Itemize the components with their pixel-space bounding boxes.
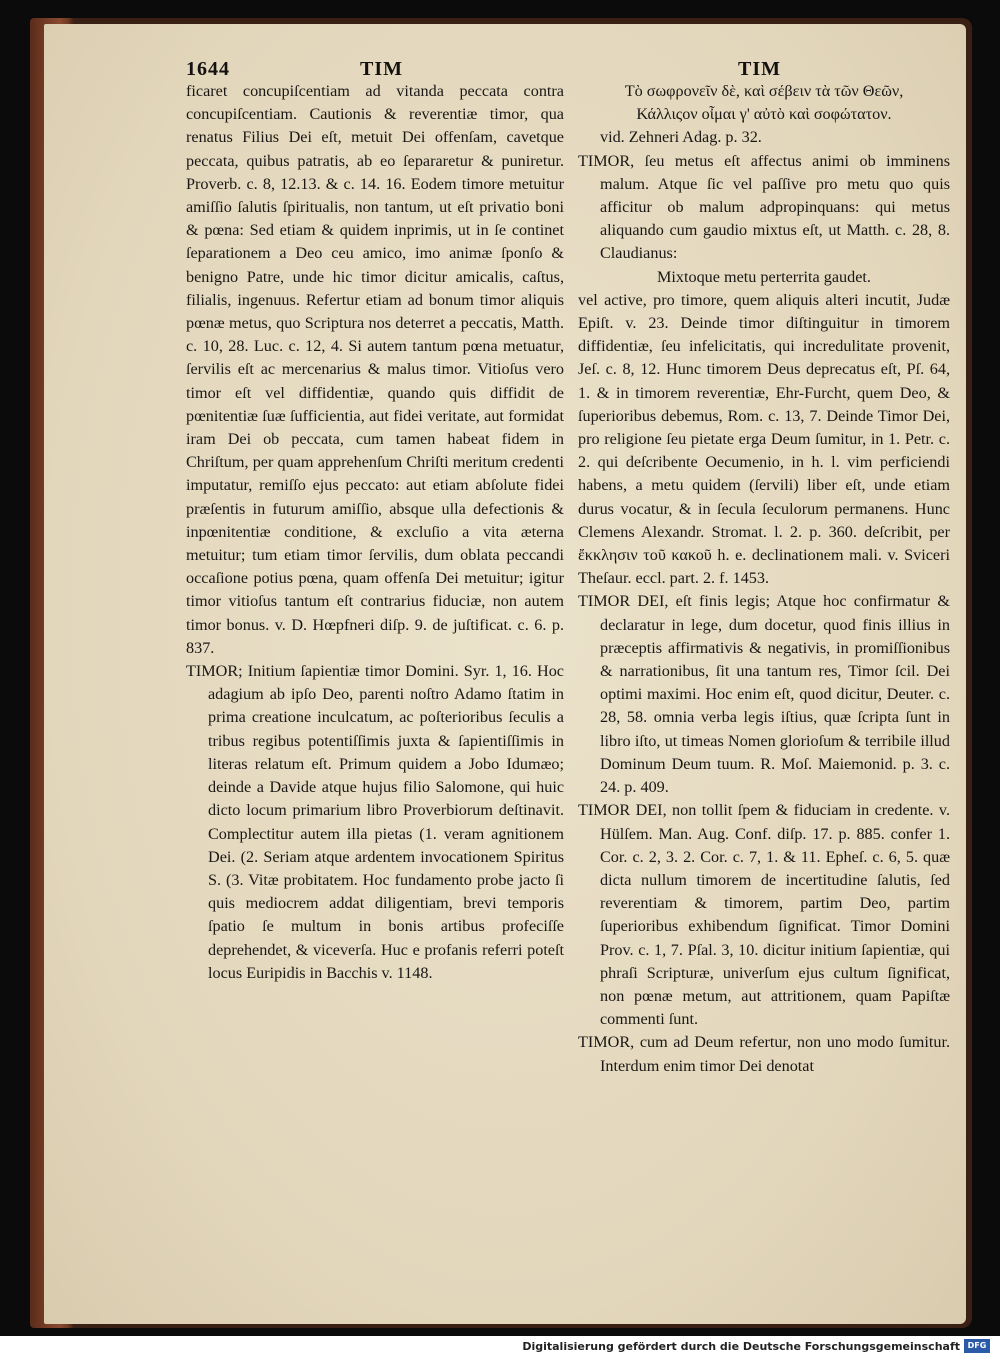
entry-timor-dei-spes: TIMOR DEI, non tollit ſpem & fiduciam in credente. v. Hülſem. Man. Aug. Conf. diſp. 17. p. 885. confer 1. Cor. c. 2, 3. 2. Cor. c. 7, 1. & 11. Epheſ. c. 6, 5. quæ dicta nullum timorem de incertitudine ſalutis, ſed reverentiam & timorem, partim Deo, partim ſuperioribus exhibendum ſignificat. Timor Domini Prov. c. 1, 7. Pſal. 3, 10. dicitur initium ſapientiæ, qui phraſi Scripturæ, univerſum ejus cultum ſignificat, non pœnæ metum, aut attritionem, quam Papiſtæ commenti ſunt. <box>578 801 950 1029</box>
entry-timor-dei-finis: TIMOR DEI, eſt finis legis; Atque hoc confirmatur & declaratur in lege, dum docetur, quod finis illius in præceptis affirmativis & negativis, in promiſſionibus & narrationibus, ſit una tantum res, Timor ſcil. Dei optimi maximi. Hoc enim eſt, quod dicitur, Deuter. c. 28, 58. omnia verba legis iſtius, quæ ſcripta ſunt in libro iſto, ut timeas Nomen glorioſum & terribile illud Dominum Deum tuum. R. Moſ. Maiemonid. p. 3. c. 24. p. 409. <box>578 592 950 797</box>
entry-timor-metus: TIMOR, ſeu metus eſt affectus animi ob imminens malum. Atque ſic vel paſſive pro metu quo quis afficitur ob malum adpropinquans: qui metus aliquando cum gaudio mixtus eſt, ut Matth. c. 28, 8. Claudianus: <box>578 151 950 263</box>
running-header <box>0 58 1000 82</box>
entry-timor-deum: TIMOR, cum ad Deum refertur, non uno modo ſumitur. Interdum enim timor Dei denotat <box>578 1033 950 1075</box>
dfg-logo-icon: DFG <box>964 1339 990 1353</box>
greek-verse-line: Κάλλιςον οἶμαι γ' αὐτὸ καὶ σοφώτατον. <box>636 105 892 124</box>
right-column <box>578 80 950 1078</box>
digitization-footer <box>0 1336 1000 1358</box>
entry-continuation: ficaret concupiſcentiam ad vitanda peccata contra concupiſcentiam. Cautionis & reverentiæ timor, qua renatus Filius Dei eſt, metuit Dei offenſam, cavetque peccata, quibus patratis, ab eo ſepararetur & puniretur. Proverb. c. 8, 12.13. & c. 14. 16. Eodem timore metuitur amiſſio ſalutis ſpiritualis, non tantum, ut eſt privatio boni & pœna: Sed etiam & quidem inprimis, ut in ſe continet ſeparationem a Deo ceu amico, imo animæ ſponſo & benigno Patre, unde hic timor dicitur amicalis, caſtus, filialis, ingenuus. Refertur etiam ad bonum timor aliquis pœnæ metus, quo Scriptura nos deterret a peccatis, Matth. c. 10, 28. Luc. c. 12, 4. Si autem tantum pœna metuatur, ſervilis eſt ac mercenarius & malus timor. Vitioſus vero timor eſt vel diffidentiæ, quando quis diffidit de pœnitentiæ ſuæ ſufficientia, aut fidei veritate, aut formidat iram Dei ob peccata, cum tamen habeat fidem in Chriſtum, per quam apprehenſum Chriſti meritum credenti imputatur, remiſſo ejus peccato: aut etiam abſolute fidei præſentis in futurum amiſſio, absque ulla defectionis & inpœnitentiæ conditione, & excluſio a vita æterna metuitur; tum etiam timor ſervilis, dum oblata peccandi occaſione potius pœna, quam offenſa Dei metuitur; igitur timor vitioſus tantum eſt contrarius fiduciæ, non autem timor bonus. v. D. Hœpfneri diſp. 9. de juſtificat. c. 6. p. 837. <box>186 82 564 657</box>
left-column <box>186 80 564 985</box>
greek-reference: vid. Zehneri Adag. p. 32. <box>600 128 762 147</box>
right-running-head: TIM <box>738 58 781 80</box>
left-running-head: TIM <box>360 58 403 80</box>
verse-quote: Mixtoque metu perterrita gaudet. <box>657 267 871 286</box>
greek-verse-line: Τὸ σωφρονεῖν δὲ, καὶ σέβειν τὰ τῶν Θεῶν, <box>624 82 904 100</box>
page-number: 1644 <box>186 58 230 80</box>
footer-text: Digitalisierung gefördert durch die Deutsche Forschungsgemeinschaft <box>522 1340 960 1353</box>
entry-timor-initium: TIMOR; Initium ſapientiæ timor Domini. Syr. 1, 16. Hoc adagium ab ipſo Deo, parenti noſtro Adamo ſtatim in prima creatione inculcatum, ac poſterioribus ſeculis a tribus regibus potentiſſimis juxta & ſapientiſſimis in literas relatum eſt. Primum quidem a Jobo Idumæo; deinde a Davide atque hujus filio Salomone, qui huic dicto locum primarium libro Proverbiorum deſtinavit. Complectitur autem illa pietas (1. veram agnitionem Dei. (2. Seriam atque ardentem invocationem Spiritus S. (3. Vitæ probitatem. Hoc fundamento probe jacto ſi quis mediocrem addat diligentiam, brevi temporis ſpatio ſe multum in bonis artibus profeciſſe deprehendet, & viceverſa. Huc e profanis referri poteſt locus Euripidis in Bacchis v. 1148. <box>186 662 564 982</box>
entry-timor-metus-cont: vel active, pro timore, quem aliquis alteri incutit, Judæ Epiſt. v. 23. Deinde timor diſtinguitur in timorem diffidentiæ, ſeu infelicitatis, qui incredulitate provenit, Jeſ. c. 8, 12. Hunc timorem Deus deprecatus eſt, Pſ. 64, 1. & in timorem reverentiæ, Ehr-Furcht, quem Deo, & ſuperioribus debemus, Rom. c. 13, 7. Deinde Timor Dei, pro religione ſeu pietate erga Deum ſumitur, in 1. Petr. c. 2. qui deſcribente Oecumenio, in h. l. vim perficiendi habens, a metu quidem (ſervili) liber eſt, unde etiam durus vocatur, & in ſecula ſeculorum permanens. Hunc Clemens Alexandr. Stromat. l. 2. p. 360. deſcribit, per ἔκκλησιν τοῦ κακοῦ h. e. declinationem mali. v. Sviceri Theſaur. eccl. part. 2. f. 1453. <box>578 290 950 588</box>
